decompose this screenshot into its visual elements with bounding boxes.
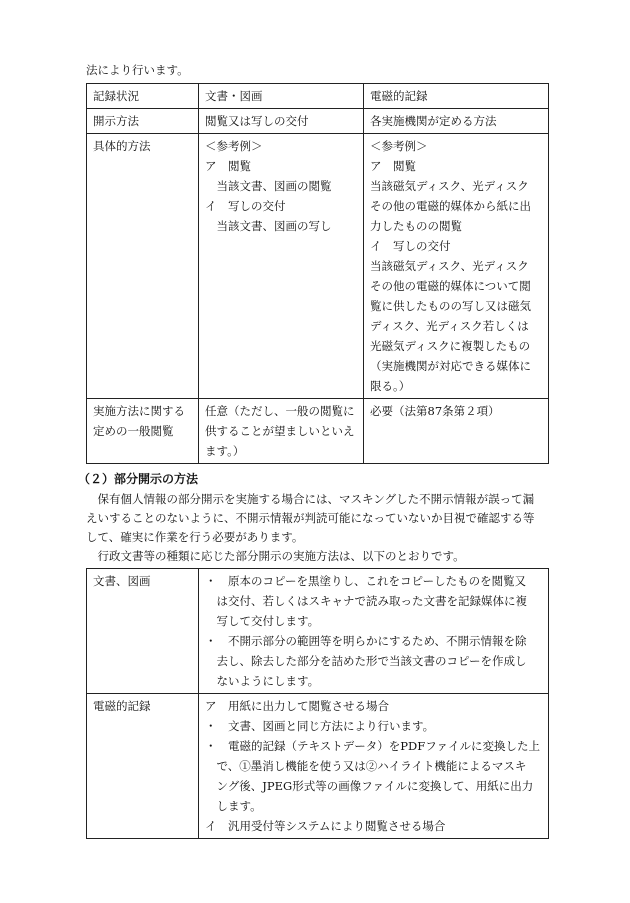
intro-text: 法により行います。 <box>86 63 189 77</box>
cell-line: 必要（法第87条第２項） <box>370 404 500 418</box>
cell-line: （実施機関が対応できる媒体に <box>370 359 531 373</box>
disclosure-method-table <box>86 83 549 464</box>
cell-line: 閲覧又は写しの交付 <box>205 114 309 128</box>
table-row <box>87 399 549 464</box>
cell-line: その他の電磁的媒体について閲 <box>370 279 531 293</box>
cell-line: 定めの一般閲覧 <box>93 424 174 438</box>
cell-line: 当該磁気ディスク、光ディスク <box>370 259 529 273</box>
cell-line: ア 閲覧 <box>205 159 251 173</box>
cell-method <box>199 694 549 839</box>
cell-line: ・ 原本のコピーを黒塗りし、これをコピーしたものを閲覧又 <box>205 574 527 588</box>
cell-line: ＜参考例＞ <box>370 139 428 153</box>
table-row <box>87 694 549 839</box>
cell-line: で、①墨消し機能を使う又は②ハイライト機能によるマスキ <box>205 759 527 773</box>
cell-line: 任意（ただし、一般の閲覧に <box>205 404 355 418</box>
section-heading: （２）部分開示の方法 <box>78 472 199 486</box>
cell-line: 光磁気ディスクに複製したもの <box>370 339 531 353</box>
cell-line: ・ 文書、図画と同じ方法により行います。 <box>205 719 435 733</box>
cell-line: 力したものの閲覧 <box>370 219 462 233</box>
header-record-status: 記録状況 <box>87 84 199 109</box>
cell-line: 当該磁気ディスク、光ディスク <box>370 179 529 193</box>
cell-line: ・ 不開示部分の範囲等を明らかにするため、不開示情報を除 <box>205 634 527 648</box>
header-electromagnetic: 電磁的記録 <box>364 84 549 109</box>
cell-line: 各実施機関が定める方法 <box>370 114 497 128</box>
row-label: 開示方法 <box>87 109 199 134</box>
cell-elec <box>364 134 549 399</box>
cell-elec <box>364 109 549 134</box>
cell-elec <box>364 399 549 464</box>
cell-line: ・ 電磁的記録（テキストデータ）をPDFファイルに変換した上 <box>205 739 540 753</box>
cell-line: 実施方法に関する <box>93 404 185 418</box>
paragraph-line: 保有個人情報の部分開示を実施する場合には、マスキングした不開示情報が誤って漏 <box>86 492 535 506</box>
cell-line: イ 写しの交付 <box>370 239 451 253</box>
cell-doc <box>199 134 364 399</box>
cell-line: その他の電磁的媒体から紙に出 <box>370 199 531 213</box>
cell-doc <box>199 399 364 464</box>
cell-line: ＜参考例＞ <box>205 139 263 153</box>
partial-disclosure-table <box>86 568 549 839</box>
row-label: 具体的方法 <box>87 134 199 399</box>
cell-line: ング後、JPEG形式等の画像ファイルに変換して、用紙に出力 <box>205 779 534 793</box>
paragraph-line: 行政文書等の種類に応じた部分開示の実施方法は、以下のとおりです。 <box>86 549 465 563</box>
cell-line: 限る。） <box>370 379 411 393</box>
cell-line: は交付、若しくはスキャナで読み取った文書を記録媒体に複 <box>205 594 527 608</box>
row-label <box>87 399 199 464</box>
cell-line: 覧に供したものの写し又は磁気 <box>370 299 531 313</box>
cell-line: 供することが望ましいといえ <box>205 424 355 438</box>
row-label: 文書、図画 <box>87 569 199 694</box>
table-row <box>87 134 549 399</box>
cell-line: ディスク、光ディスク若しくは <box>370 319 529 333</box>
cell-line: 写して交付します。 <box>205 614 320 628</box>
table-row <box>87 569 549 694</box>
cell-line: ないようにします。 <box>205 674 320 688</box>
paragraph-line: えいすることのないように、不開示情報が判読可能になっていないか目視で確認する等 <box>86 511 535 525</box>
cell-method <box>199 569 549 694</box>
table-header-row <box>87 84 549 109</box>
cell-line: ア 用紙に出力して閲覧させる場合 <box>205 699 389 713</box>
cell-line: 当該文書、図画の写し <box>205 219 332 233</box>
cell-line: 当該文書、図画の閲覧 <box>205 179 332 193</box>
cell-line: 去し、除去した部分を詰めた形で当該文書のコピーを作成し <box>205 654 527 668</box>
header-documents: 文書・図画 <box>199 84 364 109</box>
cell-line: ア 閲覧 <box>370 159 416 173</box>
cell-line: イ 汎用受付等システムにより閲覧させる場合 <box>205 819 446 833</box>
paragraph <box>86 490 548 547</box>
cell-line: イ 写しの交付 <box>205 199 286 213</box>
cell-doc <box>199 109 364 134</box>
paragraph <box>86 547 548 566</box>
row-label: 電磁的記録 <box>87 694 199 839</box>
cell-line: します。 <box>205 799 262 813</box>
cell-line: ます。） <box>205 444 245 458</box>
paragraph-line: して、確実に作業を行う必要があります。 <box>86 530 304 544</box>
table-row <box>87 109 549 134</box>
